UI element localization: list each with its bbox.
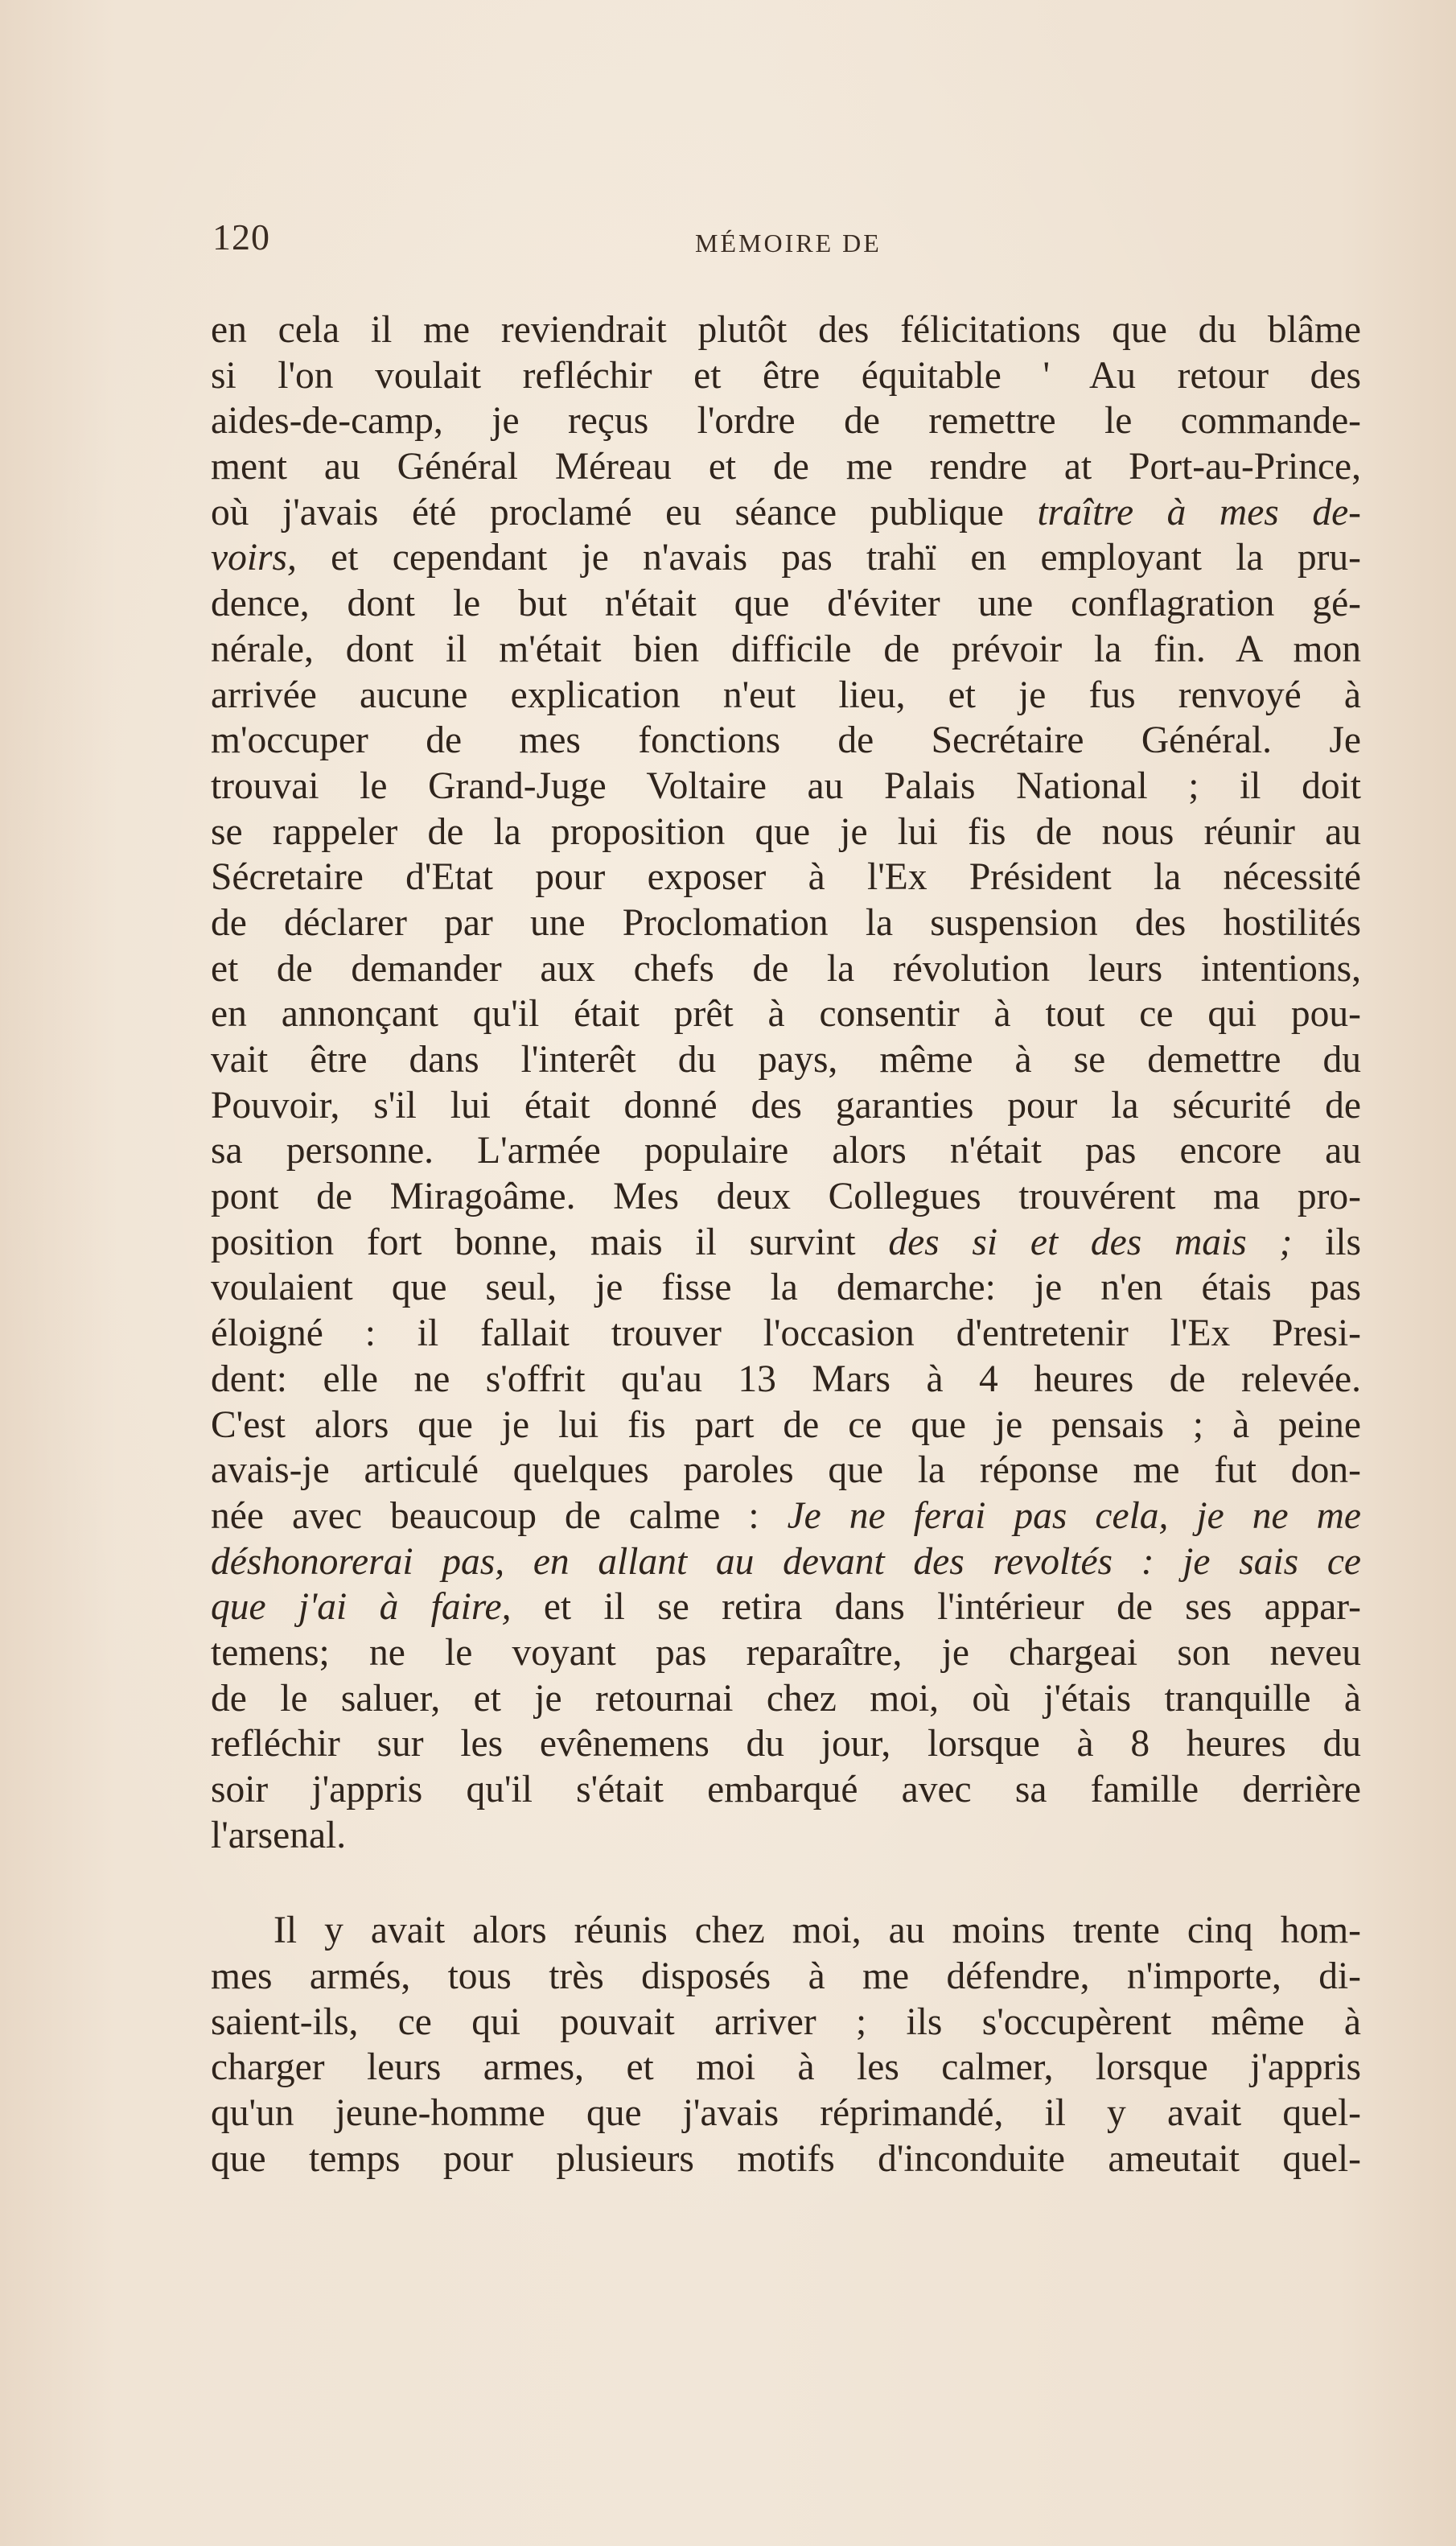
text-line: que temps pour plusieurs motifs d'inconduite ameutait quel- bbox=[211, 2137, 1361, 2180]
text-line: de déclarer par une Proclomation la suspension des hostilités bbox=[211, 901, 1361, 944]
text-line: sa personne. L'armée populaire alors n'était pas encore au bbox=[211, 1130, 1361, 1172]
text-line: si l'on voulait refléchir et être équitable ' Au retour des bbox=[211, 354, 1361, 397]
text-line: avais-je articulé quelques paroles que la réponse me fut don- bbox=[211, 1449, 1361, 1492]
text-line: temens; ne le voyant pas reparaître, je chargeai son neveu bbox=[211, 1631, 1361, 1674]
text-line: soir j'appris qu'il s'était embarqué avec sa famille derrière bbox=[211, 1769, 1361, 1811]
text-line: voulaient que seul, je fisse la demarche: je n'en étais pas bbox=[211, 1267, 1361, 1309]
page-number: 120 bbox=[212, 216, 270, 257]
paragraph-1 bbox=[211, 307, 1361, 1858]
text-line: née avec beaucoup de calme : Je ne ferai pas cela, je ne me bbox=[211, 1494, 1361, 1537]
text-line: se rappeler de la proposition que je lui fis de nous réunir au bbox=[211, 810, 1361, 853]
text-line: Il y avait alors réunis chez moi, au moins trente cinq hom- bbox=[274, 1909, 1361, 1952]
text-line: dent: elle ne s'offrit qu'au 13 Mars à 4 heures de relevée. bbox=[211, 1357, 1361, 1400]
text-line: de le saluer, et je retournai chez moi, où j'étais tranquille à bbox=[211, 1677, 1361, 1720]
text-line: l'arsenal. bbox=[211, 1814, 347, 1856]
text-line: aides-de-camp, je reçus l'ordre de remettre le commande- bbox=[211, 400, 1361, 443]
text-line: où j'avais été proclamé eu séance publique traître à mes de- bbox=[211, 491, 1361, 534]
text-line: dence, dont le but n'était que d'éviter une conflagration gé- bbox=[211, 583, 1361, 625]
text-line: m'occuper de mes fonctions de Secrétaire Général. Je bbox=[211, 719, 1361, 762]
text-line: charger leurs armes, et moi à les calmer, lorsque j'appris bbox=[211, 2046, 1361, 2089]
text-line: ment au Général Méreau et de me rendre at Port-au-Prince, bbox=[211, 446, 1361, 488]
body-text bbox=[211, 307, 1361, 2182]
text-line: mes armés, tous très disposés à me défendre, n'importe, di- bbox=[211, 1955, 1361, 1998]
text-line: arrivée aucune explication n'eut lieu, et je fus renvoyé à bbox=[211, 674, 1361, 716]
text-line: saient-ils, ce qui pouvait arriver ; ils s'occupèrent même à bbox=[211, 2000, 1361, 2043]
text-line: en cela il me reviendrait plutôt des félicitations que du blâme bbox=[211, 309, 1361, 351]
paragraph-break bbox=[211, 1858, 1361, 1908]
text-line: vait être dans l'interêt du pays, même à se demettre du bbox=[211, 1039, 1361, 1081]
running-title: MÉMOIRE DE bbox=[695, 229, 882, 257]
text-line: qu'un jeune-homme que j'avais réprimandé, il y avait quel- bbox=[211, 2092, 1361, 2135]
text-line: que j'ai à faire, et il se retira dans l'intérieur de ses appar- bbox=[211, 1586, 1361, 1629]
text-line: déshonorerai pas, en allant au devant des revoltés : je sais ce bbox=[211, 1540, 1361, 1583]
text-line: Pouvoir, s'il lui était donné des garanties pour la sécurité de bbox=[211, 1084, 1361, 1127]
page-header bbox=[212, 216, 1339, 264]
text-line: voirs, et cependant je n'avais pas trahï en employant la pru- bbox=[211, 537, 1361, 579]
text-line: éloigné : il fallait trouver l'occasion d'entretenir l'Ex Presi- bbox=[211, 1312, 1361, 1355]
text-line: trouvai le Grand-Juge Voltaire au Palais National ; il doit bbox=[211, 764, 1361, 807]
text-line: en annonçant qu'il était prêt à consentir à tout ce qui pou- bbox=[211, 993, 1361, 1036]
text-line: Sécretaire d'Etat pour exposer à l'Ex Président la nécessité bbox=[211, 856, 1361, 899]
text-line: position fort bonne, mais il survint des si et des mais ; ils bbox=[211, 1221, 1361, 1263]
text-line: et de demander aux chefs de la révolution leurs intentions, bbox=[211, 947, 1361, 990]
text-line: refléchir sur les evênemens du jour, lorsque à 8 heures du bbox=[211, 1723, 1361, 1765]
text-line: pont de Miragoâme. Mes deux Collegues trouvérent ma pro- bbox=[211, 1176, 1361, 1218]
text-line: nérale, dont il m'était bien difficile de prévoir la fin. A mon bbox=[211, 628, 1361, 670]
text-line: C'est alors que je lui fis part de ce que je pensais ; à peine bbox=[211, 1403, 1361, 1446]
paragraph-2 bbox=[211, 1908, 1361, 2181]
